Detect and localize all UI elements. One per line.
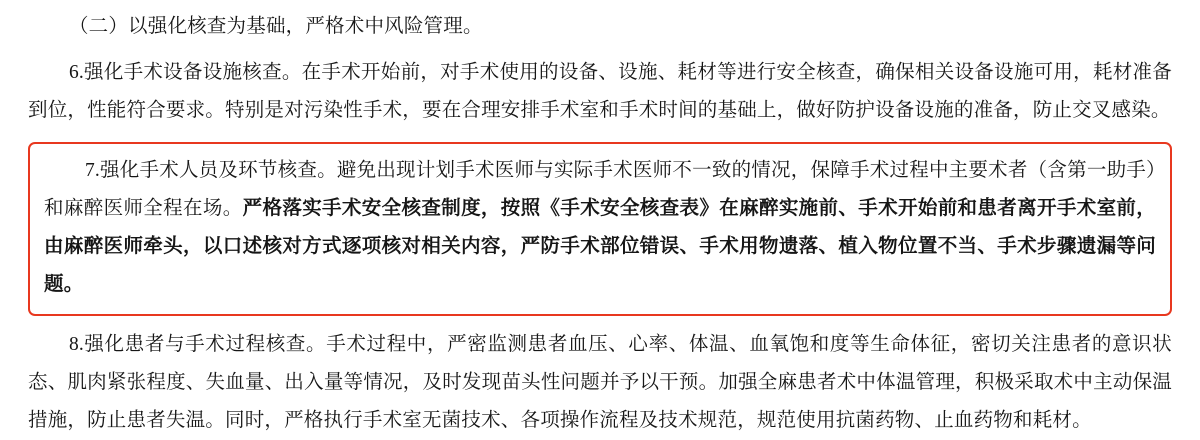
red-highlight-box — [28, 142, 1172, 316]
paragraph-item-7-emphasis: 严格落实手术安全核查制度，按照《手术安全核查表》在麻醉实施前、手术开始前和患者离开手术室前，由麻醉医师牵头，以口述核对方式逐项核对相关内容，严防手术部位错误、手术用物遗落、植入物位置不当、手术步骤遗漏等问题。 — [44, 198, 1156, 295]
paragraph-item-6: 6.强化手术设备设施核查。在手术开始前，对手术使用的设备、设施、耗材等进行安全核查，确保相关设备设施可用，耗材准备到位，性能符合要求。特别是对污染性手术，要在合理安排手术室和手术时间的基础上，做好防护设备设施的准备，防止交叉感染。 — [28, 62, 1172, 121]
section-heading: （二）以强化核查为基础，严格术中风险管理。 — [68, 16, 483, 37]
paragraph-item-7-lead: 7.强化手术人员及环节核查。避免出现计划手术医师与实际手术医师不一致的情况，保障手术过程中主要术者（含第一助手）和麻醉医师全程在场。 — [44, 160, 1156, 219]
paragraph-item-8: 8.强化患者与手术过程核查。手术过程中，严密监测患者血压、心率、体温、血氧饱和度等生命体征，密切关注患者的意识状态、肌肉紧张程度、失血量、出入量等情况，及时发现苗头性问题并予以干预。加强全麻患者术中体温管理，积极采取术中主动保温措施，防止患者失温。同时，严格执行手术室无菌技术、各项操作流程及技术规范，规范使用抗菌药物、止血药物和耗材。 — [28, 334, 1172, 431]
paragraph-item-7 — [44, 152, 1156, 304]
